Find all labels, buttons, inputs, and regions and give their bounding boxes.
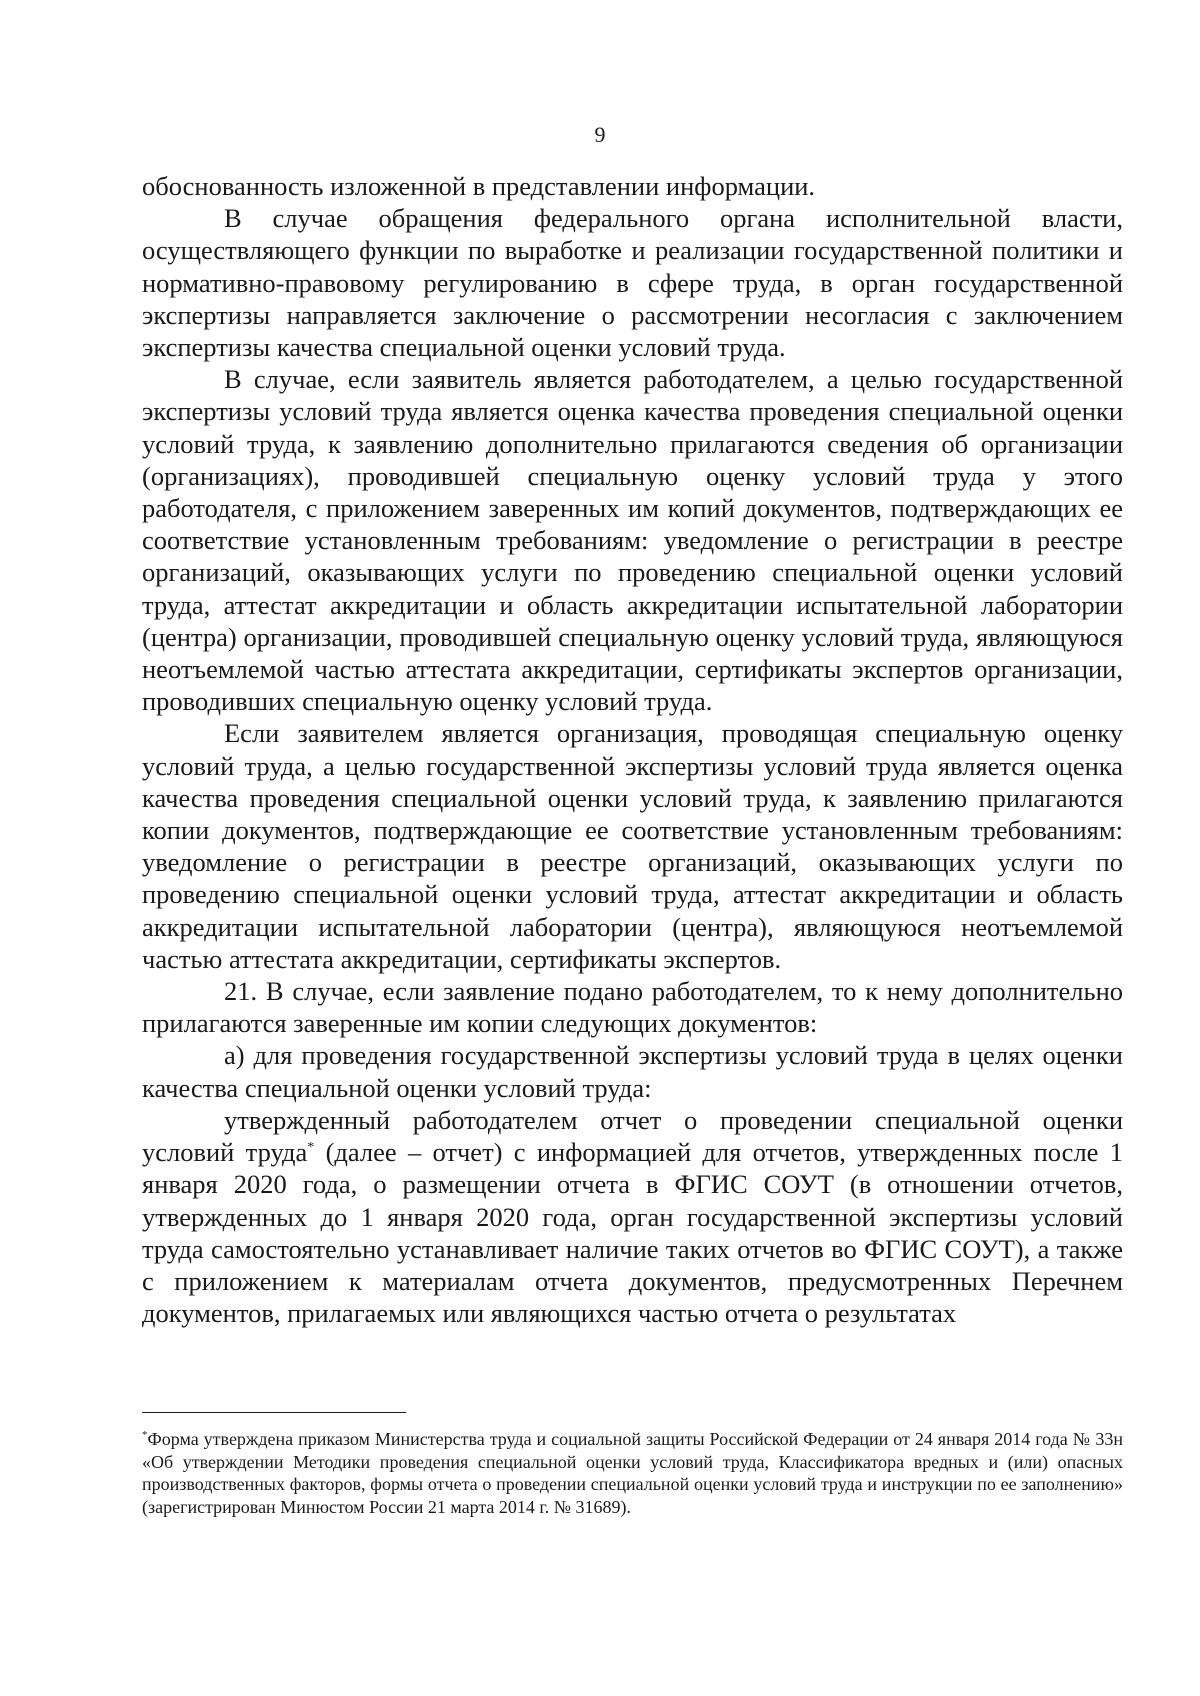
clause-21-a: а) для проведения государственной экспертизы условий труда в целях оценки качества специальной оценки условий труда: — [142, 1040, 1123, 1103]
footnote — [142, 1428, 1123, 1518]
footnote-text: Форма утверждена приказом Министерства труда и социальной защиты Российской Федерации от 24 января 2014 года № 33н «Об утверждении Методики проведения специальной оценки условий труда, Классификатора вредных и (или) опасных производственных факторов, формы отчета о проведении специальной оценки условий труда и инструкции по ее заполнению» (зарегистрирован Минюстом России 21 марта 2014 г. № 31689). — [142, 1429, 1123, 1517]
paragraph-report — [142, 1104, 1123, 1329]
document-body — [142, 170, 1123, 1329]
report-text-start: утвержденный работодателем отчет о проведении специальной оценки условий труда — [142, 1104, 1123, 1168]
paragraph-continuation: обоснованность изложенной в представлении информации. — [142, 171, 816, 201]
footnote-mark: * — [142, 1429, 148, 1441]
clause-21: 21. В случае, если заявление подано работодателем, то к нему дополнительно прилагаются заверенные им копии следующих документов: — [142, 976, 1123, 1039]
paragraph-organization-applicant: Если заявителем является организация, проводящая специальную оценку условий труда, а целью государственной экспертизы условий труда является оценка качества проведения специальной оценки условий труда, к заявлению прилагаются копии документов, подтверждающие ее соответствие установленным требованиям: уведомление о регистрации в реестре организаций, оказывающих услуги по проведению специальной оценки условий труда, аттестат аккредитации и область аккредитации испытательной лаборатории (центра), являющуюся неотъемлемой частью аттестата аккредитации, сертификаты экспертов. — [142, 718, 1123, 974]
page-number: 9 — [594, 122, 606, 147]
footnote-separator — [142, 1412, 406, 1413]
paragraph-federal-body: В случае обращения федерального органа исполнительной власти, осуществляющего функции по выработке и реализации государственной политики и нормативно-правовому регулированию в сфере труда, в орган государственной экспертизы направляется заключение о рассмотрении несогласия с заключением экспертизы качества специальной оценки условий труда. — [142, 203, 1123, 363]
report-text-end: (далее – отчет) с информацией для отчетов, утвержденных после 1 января 2020 года, о размещении отчета в ФГИС СОУТ (в отношении отчетов, утвержденных до 1 января 2020 года, орган государственной экспертизы условий труда самостоятельно устанавливает наличие таких отчетов во ФГИС СОУТ), а также с приложением к материалам отчета документов, предусмотренных Перечнем документов, прилагаемых или являющихся частью отчета о результатах — [142, 1137, 1123, 1329]
paragraph-employer-applicant: В случае, если заявитель является работодателем, а целью государственной экспертизы условий труда является оценка качества проведения специальной оценки условий труда, к заявлению дополнительно прилагаются сведения об организации (организациях), проводившей специальную оценку условий труда у этого работодателя, с приложением заверенных им копий документов, подтверждающих ее соответствие установленным требованиям: уведомление о регистрации в реестре организаций, оказывающих услуги по проведению специальной оценки условий труда, аттестат аккредитации и область аккредитации испытательной лаборатории (центра) организации, проводившей специальную оценку условий труда, являющуюся неотъемлемой частью аттестата аккредитации, сертификаты экспертов организации, проводивших специальную оценку условий труда. — [142, 364, 1123, 717]
footnote-reference: * — [307, 1140, 315, 1156]
